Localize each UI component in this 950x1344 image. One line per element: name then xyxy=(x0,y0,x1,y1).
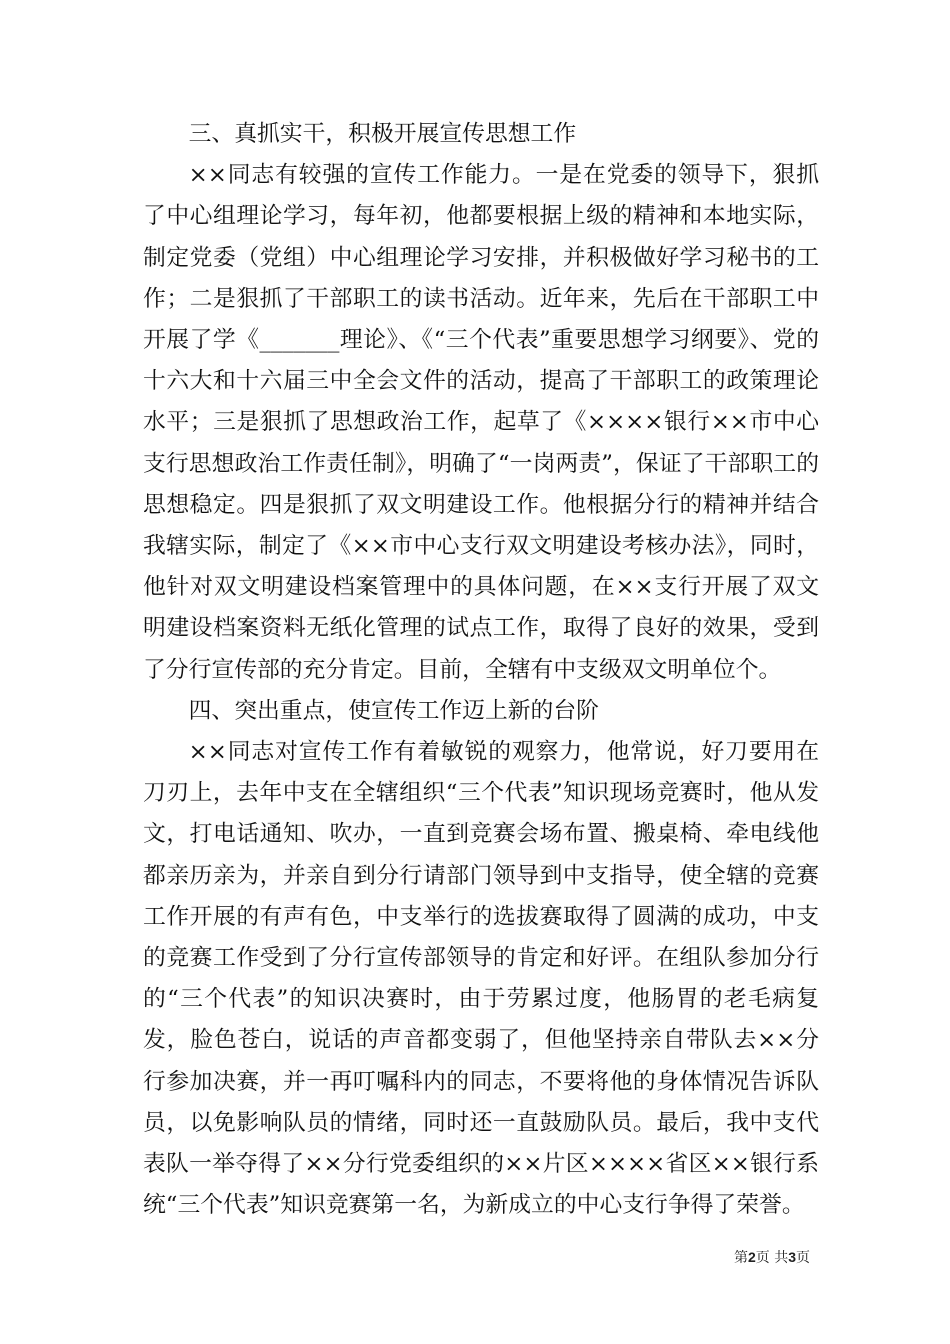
footer-current-page: 2 xyxy=(747,1249,756,1265)
footer-suffix: 页 xyxy=(796,1250,810,1266)
footer-total-pages: 3 xyxy=(788,1249,796,1265)
section-paragraph-3: ××同志有较强的宣传工作能力。一是在党委的领导下，狠抓了中心组理论学习，每年初，他都要根据上级的精神和本地实际，制定党委（党组）中心组理论学习安排，并积极做好学习秘书的工作；二是狠抓了干部职工的读书活动。近年来，先后在干部职工中开展了学《_______理论》、《“三个代表”重要思想学习纲要》、党的十六大和十六届三中全会文件的活动，提高了干部职工的政策理论水平；三是狠抓了思想政治工作，起草了《××××银行××市中心支行思想政治工作责任制》，明确了“一岗两责”，保证了干部职工的思想稳定。四是狠抓了双文明建设工作。他根据分行的精神并结合我辖实际，制定了《××市中心支行双文明建设考核办法》，同时，他针对双文明建设档案管理中的具体问题，在××支行开展了双文明建设档案资料无纸化管理的试点工作，取得了良好的效果，受到了分行宣传部的充分肯定。目前，全辖有中支级双文明单位个。 xyxy=(143,162,819,683)
section-paragraph-4: ××同志对宣传工作有着敏锐的观察力，他常说，好刀要用在刀刃上，去年中支在全辖组织“三个代表”知识现场竞赛时，他从发文，打电话通知、吹办，一直到竞赛会场布置、搬桌椅、牵电线他都亲历亲为，并亲自到分行请部门领导到中支指导，使全辖的竞赛工作开展的有声有色，中支举行的选拔赛取得了圆满的成功，中支的竞赛工作受到了分行宣传部领导的肯定和好评。在组队参加分行的“三个代表”的知识决赛时，由于劳累过度，他肠胃的老毛病复发，脸色苍白，说话的声音都变弱了，但他坚持亲自带队去××分行参加决赛，并一再叮嘱科内的同志，不要将他的身体情况告诉队员，以免影响队员的情绪，同时还一直鼓励队员。最后，我中支代表队一举夺得了××分行党委组织的××片区××××省区××银行系统“三个代表”知识竞赛第一名，为新成立的中心支行争得了荣誉。 xyxy=(143,739,819,1219)
page-footer xyxy=(734,1247,810,1267)
section-heading-3: 三、真抓实干，积极开展宣传思想工作 xyxy=(188,121,577,147)
footer-middle: 页 共 xyxy=(755,1250,789,1266)
footer-prefix: 第 xyxy=(733,1250,748,1266)
document-body xyxy=(143,114,819,1226)
section-heading-4: 四、突出重点，使宣传工作迈上新的台阶 xyxy=(188,697,599,724)
